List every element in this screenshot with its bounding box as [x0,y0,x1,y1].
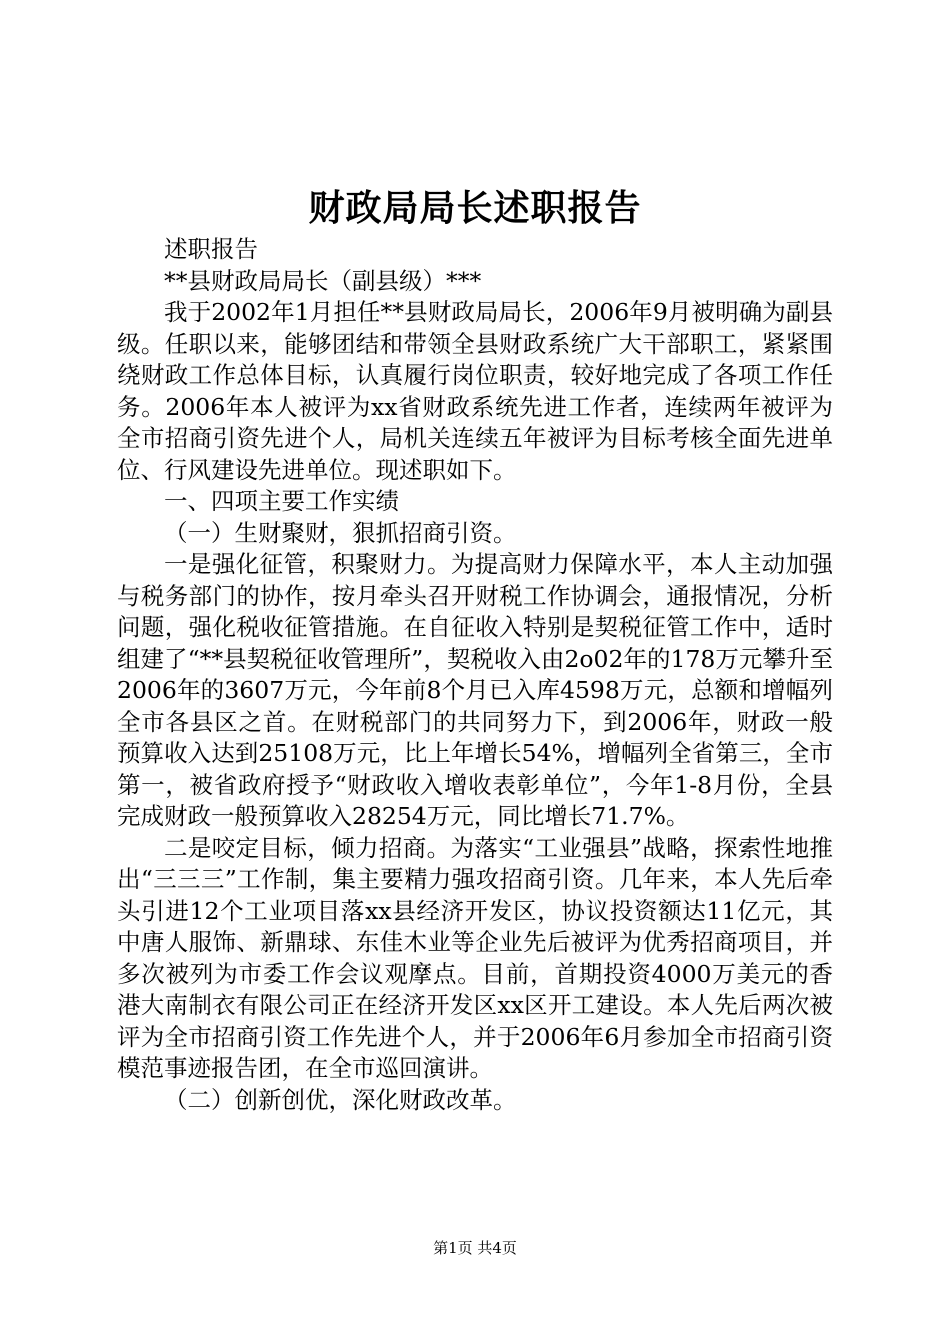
paragraph-subsection-two-heading: （二）创新创优，深化财政改革。 [164,1085,517,1114]
paragraph-investment-attraction: 二是咬定目标，倾力招商。为落实“工业强县”战略，探索性地推出“三三三”工作制，集主要精力强攻招商引资。几年来，本人先后牵头引进12个工业项目落xx县经济开发区，协议投资额达11亿元，其中唐人服饰、新鼎球、东佳木业等企业先后被评为优秀招商项目，并多次被列为市委工作会议观摩点。目前，首期投资4000万美元的香港大南制衣有限公司正在经济开发区xx区开工建设。本人先后两次被评为全市招商引资工作先进个人，并于2006年6月参加全市招商引资模范事迹报告团，在全市巡回演讲。 [117,833,833,1082]
paragraph-heading-report: 述职报告 [164,235,258,263]
document-title: 财政局局长述职报告 [308,187,642,229]
paragraph-revenue-collection: 一是强化征管，积聚财力。为提高财力保障水平，本人主动加强与税务部门的协作，按月牵头召开财税工作协调会，通报情况，分析问题，强化税收征管措施。在自征收入特别是契税征管工作中，适时组建了“**县契税征收管理所”，契税收入由2o02年的178万元攀升至2006年的3607万元，今年前8个月已入库4598万元，总额和增幅列全市各县区之首。在财税部门的共同努力下，到2006年，财政一般预算收入达到25108万元，比上年增长54%，增幅列全省第三，全市第一，被省政府授予“财政收入增收表彰单位”，今年1-8月份，全县完成财政一般预算收入28254万元，同比增长71.7%。 [117,550,833,830]
paragraph-intro: 我于2002年1月担任**县财政局局长，2006年9月被明确为副县级。任职以来，能够团结和带领全县财政系统广大干部职工，紧紧围绕财政工作总体目标，认真履行岗位职责，较好地完成了各项工作任务。2006年本人被评为xx省财政系统先进工作者，连续两年被评为全市招商引资先进个人，局机关连续五年被评为目标考核全面先进单位、行风建设先进单位。现述职如下。 [117,298,833,484]
page-footer: 第1页 共4页 [433,1239,517,1257]
paragraph-section-one-heading: 一、四项主要工作实绩 [164,487,399,515]
paragraph-subsection-one-heading: （一）生财聚财，狠抓招商引资。 [164,518,517,547]
paragraph-author-line: **县财政局局长（副县级）*** [164,266,482,295]
document-body [117,234,833,1116]
